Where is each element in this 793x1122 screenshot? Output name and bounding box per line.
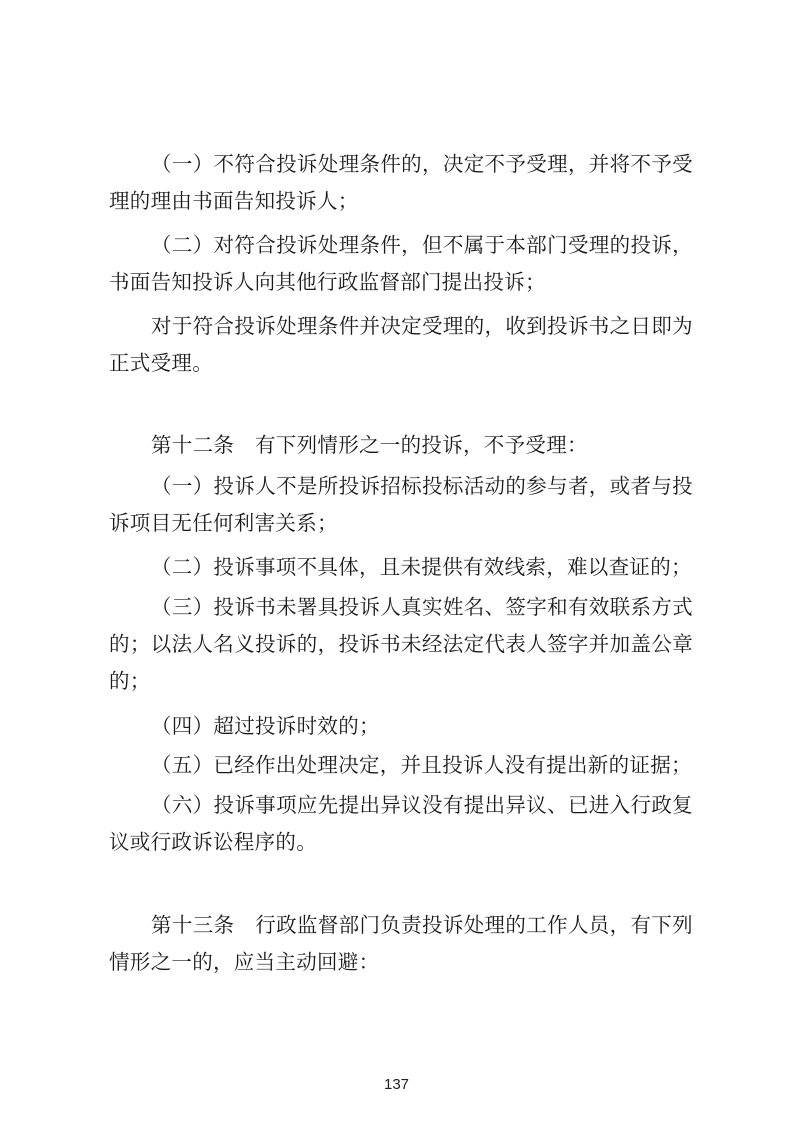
paragraph-item-12-4: （四）超过投诉时效的； — [151, 714, 380, 738]
paragraph-item-12-5: （五）已经作出处理决定，并且投诉人没有提出新的证据； — [151, 753, 692, 777]
paragraph-item-12-3: （三）投诉书未署具投诉人真实姓名、签字和有效联系方式的；以法人名义投诉的，投诉书未经法定代表人签字并加盖公章的； — [109, 595, 693, 693]
paragraph-accept: 对于符合投诉处理条件并决定受理的，收到投诉书之日即为正式受理。 — [109, 314, 693, 375]
paragraph-item-12-2: （二）投诉事项不具体，且未提供有效线索，难以查证的； — [151, 555, 692, 579]
article-12-heading: 第十二条 有下列情形之一的投诉，不予受理： — [151, 433, 588, 457]
paragraph-item-12-1: （一）投诉人不是所投诉招标投标活动的参与者，或者与投诉项目无任何利害关系； — [109, 474, 693, 535]
article-13-paragraph: 第十三条 行政监督部门负责投诉处理的工作人员，有下列情形之一的，应当主动回避： — [109, 913, 693, 974]
paragraph-item-1: （一）不符合投诉处理条件的，决定不予受理，并将不予受理的理由书面告知投诉人； — [109, 152, 693, 213]
paragraph-item-2: （二）对符合投诉处理条件，但不属于本部门受理的投诉，书面告知投诉人向其他行政监督部门提出投诉； — [109, 233, 693, 294]
page-number: 137 — [383, 1076, 410, 1093]
paragraph-item-12-6: （六）投诉事项应先提出异议没有提出异议、已进入行政复议或行政诉讼程序的。 — [109, 793, 693, 854]
